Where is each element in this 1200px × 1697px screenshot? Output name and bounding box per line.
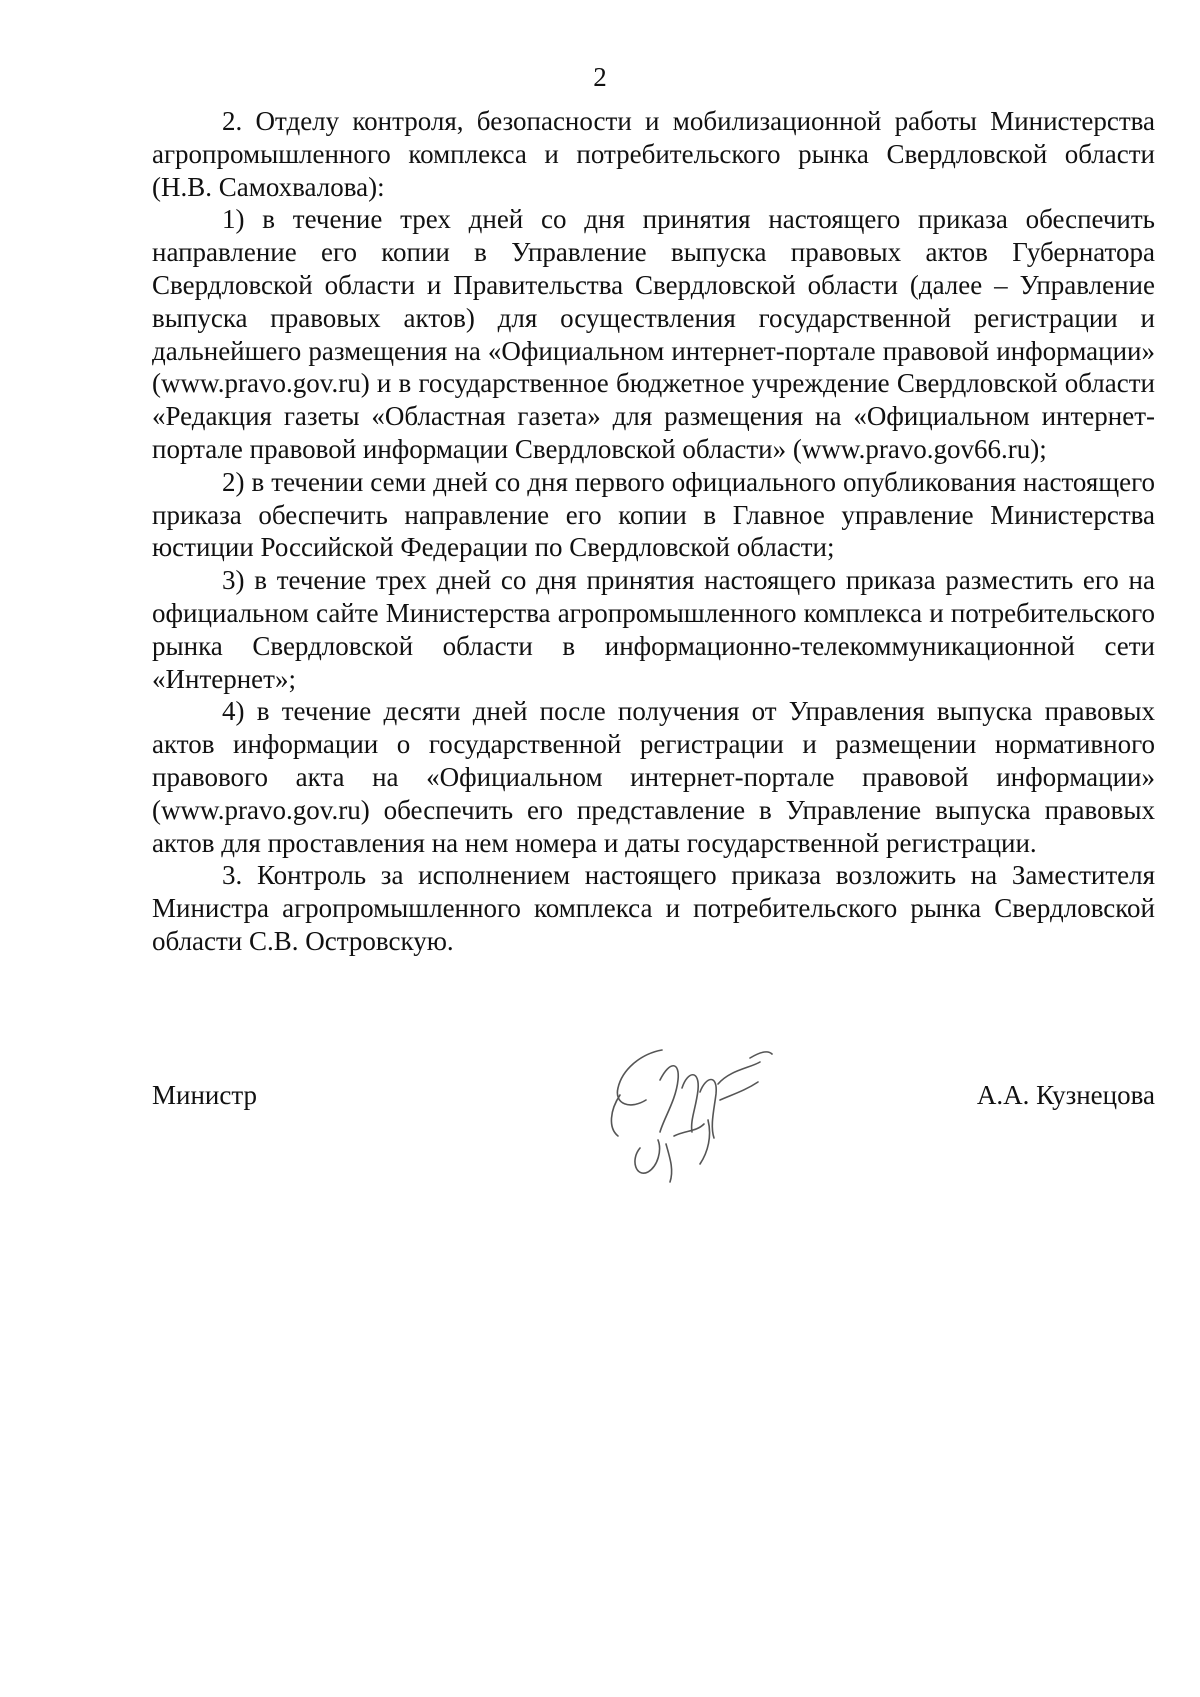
paragraph-item-2: 2. Отделу контроля, безопасности и мобилизационной работы Министерства агропромышленного комплекса и потребительского рынка Свердловской области (Н.В. Самохвалова): [152,106,1155,202]
signatory-name: А.А. Кузнецова [976,1080,1155,1110]
handwritten-signature [600,1040,810,1190]
paragraph-subitem-2: 2) в течении семи дней со дня первого официального опубликования настоящего приказа обеспечить направление его копии в Главное управление Министерства юстиции Российской Федерации по Свердловской области; [152,466,1155,563]
paragraph-item-3: 3. Контроль за исполнением настоящего приказа возложить на Заместителя Министра агропромышленного комплекса и потребительского рынка Свердловской области С.В. Островскую. [152,860,1155,956]
paragraph-subitem-1: 1) в течение трех дней со дня принятия настоящего приказа обеспечить направление его копии в Управление выпуска правовых актов Губернатора Свердловской области и Правительства Свердловской области (далее – Управление выпуска правовых актов) для осуществления государственной регистрации и дальнейшего размещения на «Официальном интернет-портале правовой информации» (www.pravo.gov.ru) и в государственное бюджетное учреждение Свердловской области «Редакция газеты «Областная газета» для размещения на «Официальном интернет-портале правовой информации Свердловской области» (www.pravo.gov66.ru); [152,204,1155,464]
paragraph-subitem-4: 4) в течение десяти дней после получения от Управления выпуска правовых актов информации о государственной регистрации и размещении нормативного правового акта на «Официальном интернет-портале правовой информации» (www.pravo.gov.ru) обеспечить его представление в Управление выпуска правовых актов для проставления на нем номера и даты государственной регистрации. [152,696,1155,858]
page-number: 2 [593,62,607,92]
signatory-title: Министр [152,1080,257,1110]
document-body [152,105,1155,958]
paragraph-subitem-3: 3) в течение трех дней со дня принятия настоящего приказа разместить его на официальном сайте Министерства агропромышленного комплекса и потребительского рынка Свердловской области в информационно-телекоммуникационной сети «Интернет»; [152,565,1155,694]
